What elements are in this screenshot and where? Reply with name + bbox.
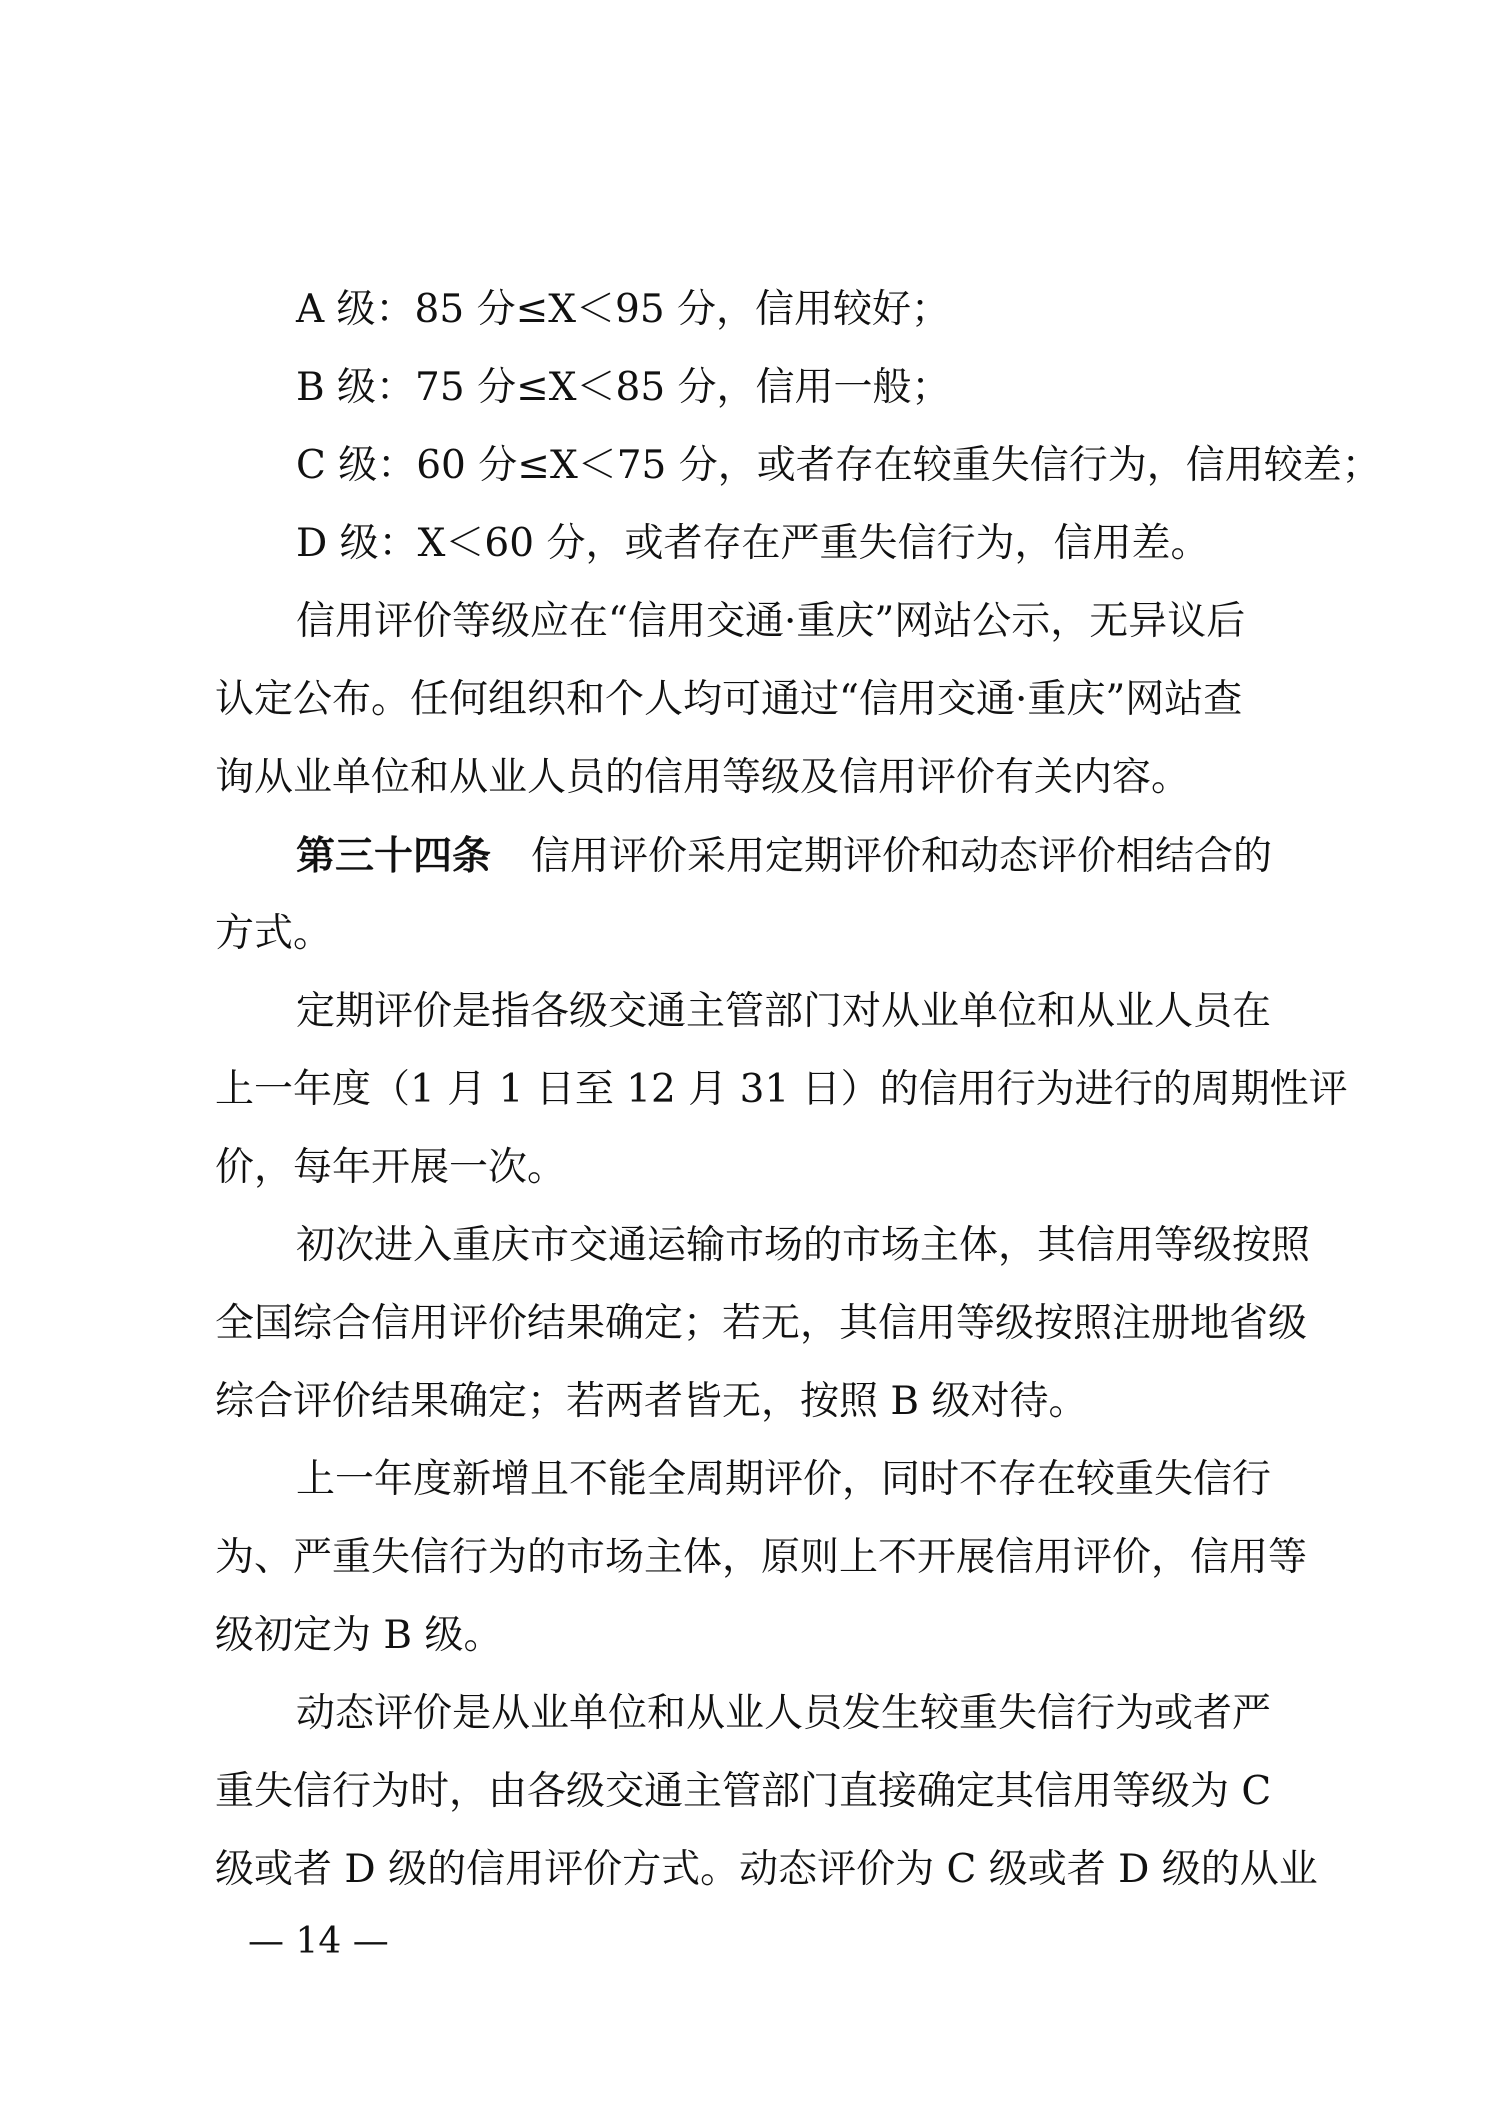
paragraph-line: 全国综合信用评价结果确定；若无，其信用等级按照注册地省级 bbox=[215, 1301, 1308, 1346]
paragraph-line: 认定公布。任何组织和个人均可通过“信用交通·重庆”网站查 bbox=[215, 677, 1243, 722]
article-text: 信用评价采用定期评价和动态评价相结合的 bbox=[531, 834, 1273, 879]
page-number: — 14 — bbox=[248, 1921, 389, 1962]
paragraph-line: 上一年度（1 月 1 日至 12 月 31 日）的信用行为进行的周期性评 bbox=[215, 1067, 1348, 1112]
paragraph-line: A 级：85 分≤X＜95 分，信用较好； bbox=[296, 287, 951, 332]
article-number: 第三十四条 bbox=[296, 833, 492, 879]
paragraph-line: 级初定为 B 级。 bbox=[215, 1613, 503, 1658]
paragraph-line: 方式。 bbox=[215, 911, 333, 956]
article-line bbox=[296, 828, 1316, 885]
paragraph-line: 价，每年开展一次。 bbox=[215, 1145, 567, 1190]
paragraph-line: 初次进入重庆市交通运输市场的市场主体，其信用等级按照 bbox=[296, 1223, 1311, 1268]
paragraph-line: 定期评价是指各级交通主管部门对从业单位和从业人员在 bbox=[296, 989, 1272, 1034]
paragraph-line: B 级：75 分≤X＜85 分，信用一般； bbox=[296, 365, 951, 410]
paragraph-line: 询从业单位和从业人员的信用等级及信用评价有关内容。 bbox=[215, 755, 1191, 800]
paragraph-line: 为、严重失信行为的市场主体，原则上不开展信用评价，信用等 bbox=[215, 1535, 1308, 1580]
paragraph-line: C 级：60 分≤X＜75 分，或者存在较重失信行为，信用较差； bbox=[296, 443, 1381, 488]
paragraph-line: 动态评价是从业单位和从业人员发生较重失信行为或者严 bbox=[296, 1691, 1272, 1736]
paragraph-line: 综合评价结果确定；若两者皆无，按照 B 级对待。 bbox=[215, 1379, 1088, 1424]
paragraph-line: D 级：X＜60 分，或者存在严重失信行为，信用差。 bbox=[296, 521, 1210, 566]
paragraph-line: 级或者 D 级的信用评价方式。动态评价为 C 级或者 D 级的从业 bbox=[215, 1847, 1318, 1892]
paragraph-line: 重失信行为时，由各级交通主管部门直接确定其信用等级为 C bbox=[215, 1769, 1272, 1814]
paragraph-line: 信用评价等级应在“信用交通·重庆”网站公示，无异议后 bbox=[296, 599, 1246, 644]
paragraph-line: 上一年度新增且不能全周期评价，同时不存在较重失信行 bbox=[296, 1457, 1272, 1502]
